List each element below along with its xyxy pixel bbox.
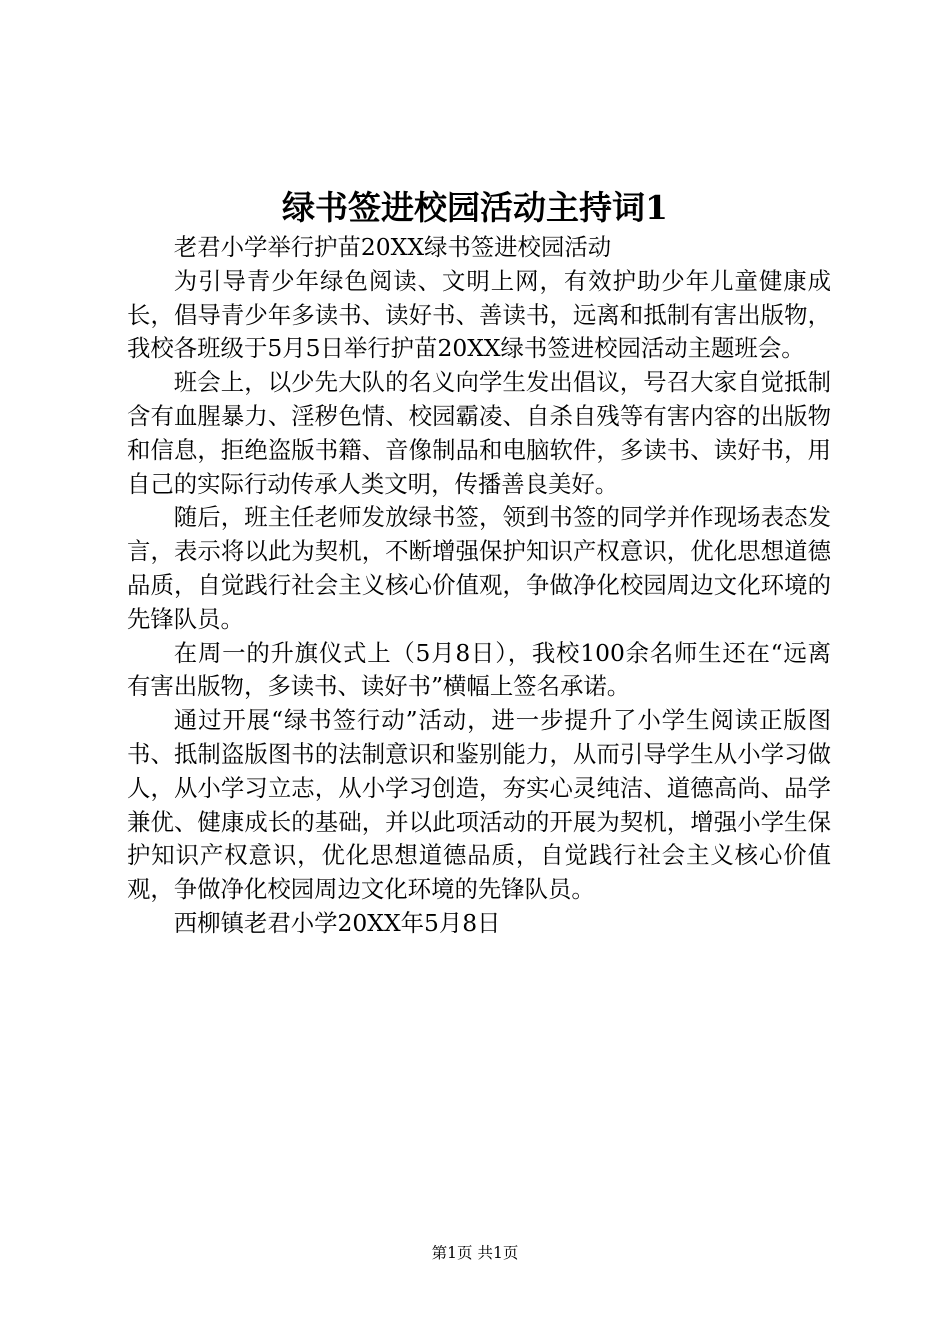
paragraph-intro: 为引导青少年绿色阅读、文明上网，有效护助少年儿童健康成长，倡导青少年多读书、读好书、善读书，远离和抵制有害出版物，我校各班级于5月5日举行护苗20XX绿书签进校园活动主题班会。 bbox=[127, 266, 831, 363]
paragraph-signature: 西柳镇老君小学20XX年5月8日 bbox=[173, 908, 501, 937]
paragraph-bookmark-distribution: 随后，班主任老师发放绿书签，领到书签的同学并作现场表态发言，表示将以此为契机，不断增强保护知识产权意识，优化思想道德品质，自觉践行社会主义核心价值观，争做净化校园周边文化环境的先锋队员。 bbox=[127, 503, 831, 633]
paragraph-flag-ceremony: 在周一的升旗仪式上（5月8日），我校100余名师生还在“远离有害出版物，多读书、读好书”横幅上签名承诺。 bbox=[127, 638, 831, 701]
document-title: 绿书签进校园活动主持词1 bbox=[282, 188, 668, 227]
document-body bbox=[127, 231, 831, 941]
paragraph-headline: 老君小学举行护苗20XX绿书签进校园活动 bbox=[173, 233, 612, 261]
paragraph-summary: 通过开展“绿书签行动”活动，进一步提升了小学生阅读正版图书、抵制盗版图书的法制意识和鉴别能力，从而引导学生从小学习做人，从小学习立志，从小学习创造，夯实心灵纯洁、道德高尚、品学兼优、健康成长的基础，并以此项活动的开展为契机，增强小学生保护知识产权意识，优化思想道德品质，自觉践行社会主义核心价值观，争做净化校园周边文化环境的先锋队员。 bbox=[127, 706, 831, 904]
paragraph-class-meeting: 班会上，以少先大队的名义向学生发出倡议，号召大家自觉抵制含有血腥暴力、淫秽色情、校园霸凌、自杀自残等有害内容的出版物和信息，拒绝盗版书籍、音像制品和电脑软件，多读书、读好书，用自己的实际行动传承人类文明，传播善良美好。 bbox=[127, 368, 831, 498]
page-number: 第1页 共1页 bbox=[431, 1244, 519, 1262]
